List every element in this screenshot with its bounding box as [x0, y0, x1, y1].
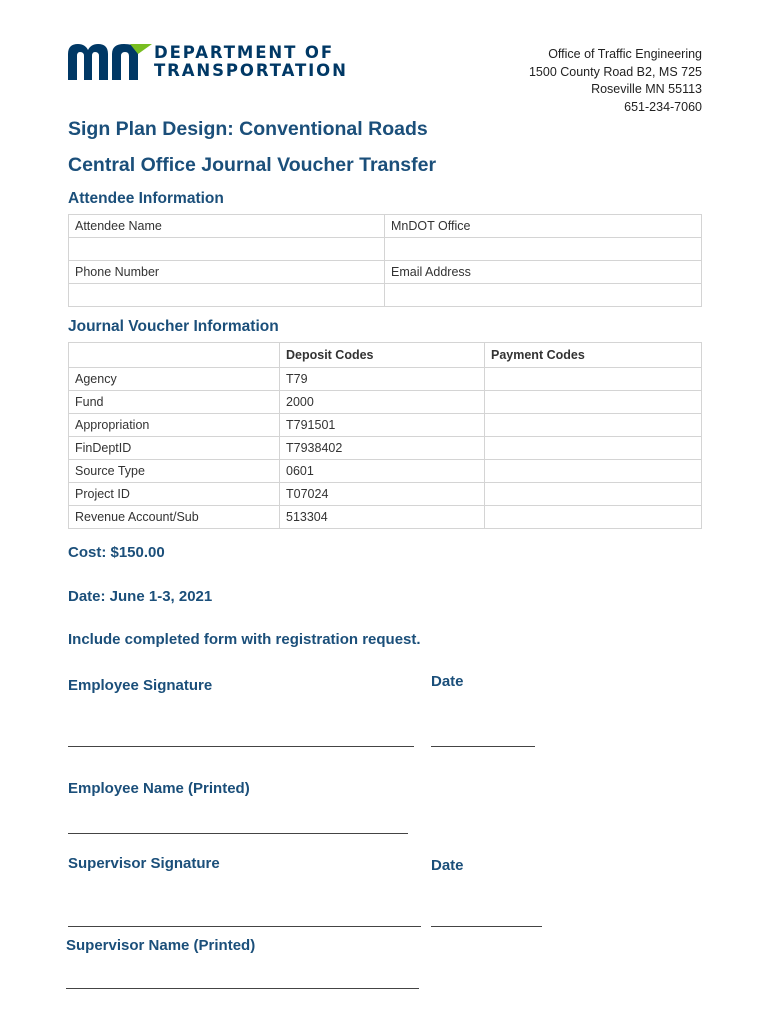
employee-signature-label: Employee Signature: [68, 677, 213, 694]
deposit-code: T7938402: [280, 437, 485, 460]
payment-code-field[interactable]: [485, 437, 702, 460]
payment-code-field[interactable]: [485, 506, 702, 529]
deposit-codes-header: Deposit Codes: [280, 343, 485, 368]
table-row: [69, 437, 702, 460]
deposit-code: T07024: [280, 483, 485, 506]
deposit-code: T791501: [280, 414, 485, 437]
table-row: [69, 414, 702, 437]
page-title: Sign Plan Design: Conventional Roads: [68, 118, 428, 140]
row-label: Fund: [69, 391, 280, 414]
supervisor-signature-label: Supervisor Signature: [68, 855, 220, 872]
employee-name-label: Employee Name (Printed): [68, 780, 250, 797]
row-label: Appropriation: [69, 414, 280, 437]
payment-code-field[interactable]: [485, 483, 702, 506]
instruction-text: Include completed form with registration request.: [68, 631, 421, 648]
office-address: [529, 46, 702, 116]
deposit-code: 0601: [280, 460, 485, 483]
office-address1: 1500 County Road B2, MS 725: [528, 64, 702, 79]
deposit-code: 2000: [280, 391, 485, 414]
logo-line2: TRANSPORTATION: [154, 61, 348, 80]
date-text: Date: June 1-3, 2021: [68, 588, 213, 605]
payment-code-field[interactable]: [485, 368, 702, 391]
office-address2: Roseville MN 55113: [591, 82, 702, 96]
payment-code-field[interactable]: [485, 391, 702, 414]
logo-text: [154, 44, 348, 80]
mndot-office-field[interactable]: [385, 238, 702, 261]
attendee-name-field[interactable]: [69, 238, 385, 261]
date-label-2: Date: [431, 857, 464, 874]
table-row: [69, 368, 702, 391]
office-name: Office of Traffic Engineering: [548, 47, 702, 61]
supervisor-signature-line[interactable]: [68, 926, 421, 927]
payment-code-field[interactable]: [485, 460, 702, 483]
row-label: FinDeptID: [69, 437, 280, 460]
email-address-label: Email Address: [385, 261, 702, 284]
table-row: [69, 391, 702, 414]
journal-voucher-table: [68, 342, 702, 529]
attendee-name-label: Attendee Name: [69, 215, 385, 238]
office-phone: 651-234-7060: [624, 99, 702, 114]
journal-heading: Journal Voucher Information: [68, 318, 279, 335]
payment-codes-header: Payment Codes: [485, 343, 702, 368]
deposit-code: T79: [280, 368, 485, 391]
employee-name-line[interactable]: [68, 833, 408, 834]
table-row: [69, 483, 702, 506]
row-label: Project ID: [69, 483, 280, 506]
mndot-office-label: MnDOT Office: [385, 215, 702, 238]
employee-signature-line[interactable]: [68, 746, 414, 747]
deposit-code: 513304: [280, 506, 485, 529]
supervisor-name-label: Supervisor Name (Printed): [66, 937, 256, 954]
page-subtitle: Central Office Journal Voucher Transfer: [68, 154, 437, 176]
date-label-1: Date: [431, 673, 464, 690]
mn-logo-mark-icon: [68, 44, 152, 80]
table-row: [69, 506, 702, 529]
row-label: Source Type: [69, 460, 280, 483]
cost-text: Cost: $150.00: [68, 544, 165, 561]
row-label: Agency: [69, 368, 280, 391]
supervisor-name-line[interactable]: [66, 988, 419, 989]
payment-code-field[interactable]: [485, 414, 702, 437]
email-address-field[interactable]: [385, 284, 702, 307]
attendee-heading: Attendee Information: [68, 190, 224, 207]
logo-line1: DEPARTMENT OF: [154, 43, 335, 62]
phone-number-field[interactable]: [69, 284, 385, 307]
phone-number-label: Phone Number: [69, 261, 385, 284]
table-row: [69, 460, 702, 483]
mndot-logo: [68, 44, 348, 84]
employee-date-line[interactable]: [431, 746, 535, 747]
jv-header-blank: [69, 343, 280, 368]
supervisor-date-line[interactable]: [431, 926, 542, 927]
attendee-table: [68, 214, 702, 307]
row-label: Revenue Account/Sub: [69, 506, 280, 529]
